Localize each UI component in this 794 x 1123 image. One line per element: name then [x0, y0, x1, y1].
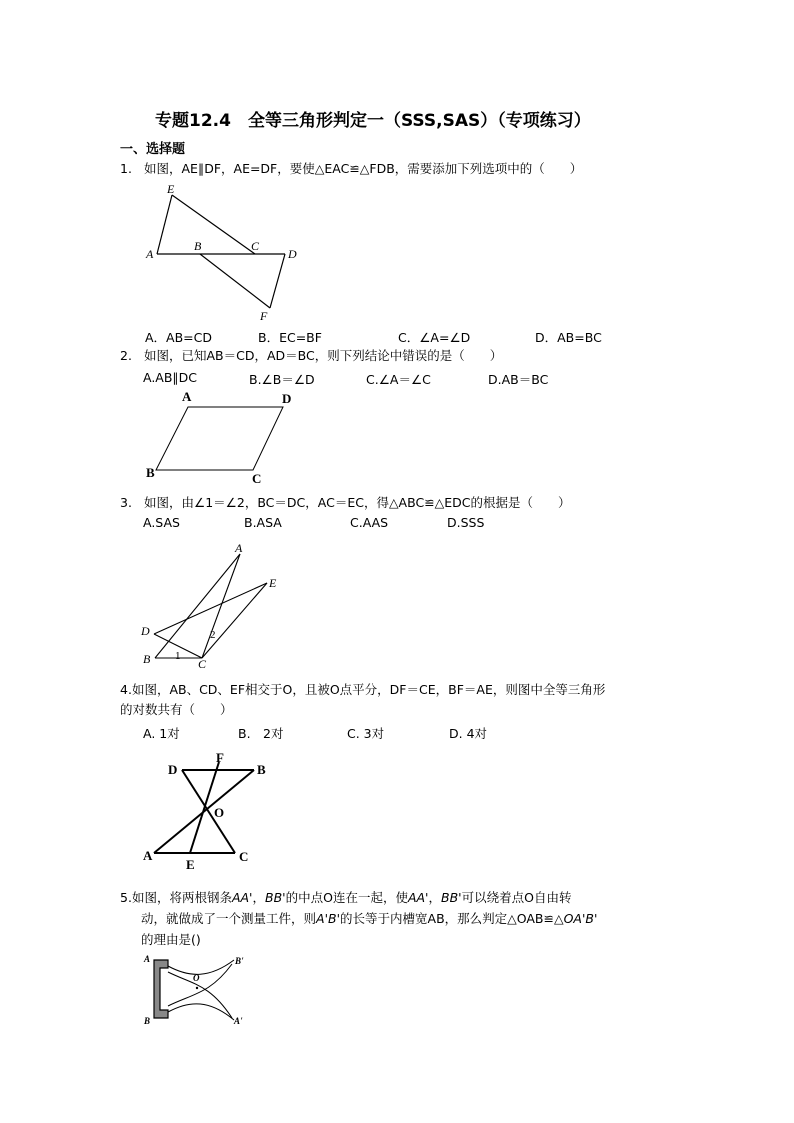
parallelogram-abcd — [156, 407, 283, 470]
label-a-prime: A' — [234, 1016, 243, 1026]
section-heading: 一、选择题 — [120, 142, 186, 157]
question-number: 1. — [120, 161, 132, 176]
segment-ac — [202, 554, 240, 658]
q3-option-b[interactable]: B.ASA — [244, 515, 282, 530]
question-number: 2. — [120, 348, 132, 363]
label-b: B — [194, 239, 202, 253]
question-text-part: 如图，将两根钢条 — [131, 890, 232, 905]
question-1 — [120, 160, 582, 178]
math-oa-prime-b-prime: OA'B' — [563, 911, 598, 926]
q2-figure — [140, 385, 310, 490]
q1-option-d[interactable]: D．AB=BC — [535, 330, 602, 345]
segment-ec — [202, 583, 267, 658]
label-a: A — [182, 389, 192, 404]
question-number: 4. — [120, 682, 132, 697]
label-e: E — [269, 576, 277, 590]
q2-option-d[interactable]: D.AB＝BC — [488, 372, 549, 387]
label-e: E — [186, 857, 195, 872]
segment-bf — [200, 254, 270, 308]
segment-ab — [155, 554, 240, 658]
math-aa-prime: AA' — [407, 890, 429, 905]
q3-option-c[interactable]: C.AAS — [350, 515, 389, 530]
label-d: D — [141, 624, 150, 638]
label-b: B — [146, 465, 155, 480]
q4-option-d[interactable]: D. 4对 — [449, 726, 488, 741]
label-f: F — [260, 309, 268, 323]
question-text: 如图，AB、CD、EF相交于O，且被O点平分，DF＝CE，BF＝AE，则图中全等三角形 — [131, 682, 606, 697]
question-4 — [120, 681, 605, 699]
label-o: O — [214, 805, 225, 820]
label-f: F — [216, 750, 224, 765]
question-text-part: 可以绕着点O自由转 — [461, 890, 572, 905]
label-d: D — [168, 762, 178, 777]
groove-tool-body — [154, 960, 168, 1018]
question-text-part: 的中点O连在一起，使 — [285, 890, 408, 905]
question-5-line2 — [141, 910, 597, 928]
question-3 — [120, 494, 571, 512]
segment-df — [270, 254, 285, 308]
label-b: B — [144, 1016, 151, 1026]
question-text-part: 的长等于内槽宽AB，那么判定△OAB≌△ — [340, 911, 564, 926]
label-a: A — [146, 247, 154, 261]
label-d: D — [282, 391, 292, 406]
angle-label-2: 2 — [210, 629, 216, 641]
label-c: C — [198, 657, 207, 671]
question-text-part: 动，就做成了一个测量工件，则 — [141, 911, 317, 926]
q1-option-b[interactable]: B．EC=BF — [258, 330, 322, 345]
q1-option-c[interactable]: C．∠A=∠D — [398, 330, 471, 345]
math-bb-prime: BB' — [265, 890, 286, 905]
page-title: 专题12.4 全等三角形判定一（SSS,SAS）（专项练习） — [155, 111, 591, 131]
question-number: 3. — [120, 495, 132, 510]
pivot-point — [196, 987, 198, 989]
label-o: O — [193, 973, 200, 983]
q1-figure — [140, 178, 310, 323]
label-d: D — [288, 247, 297, 261]
q2-option-c[interactable]: C.∠A＝∠C — [366, 372, 431, 387]
question-4-continued: 的对数共有（ ） — [120, 702, 233, 717]
segment-ec — [172, 195, 255, 254]
q3-figure — [135, 538, 290, 673]
q2-option-b[interactable]: B.∠B＝∠D — [249, 372, 315, 387]
label-b-prime: B' — [235, 956, 244, 966]
label-c: C — [239, 849, 249, 864]
label-a: A — [143, 848, 153, 863]
math-bb-prime: BB' — [441, 890, 462, 905]
label-e: E — [167, 182, 175, 196]
q4-option-c[interactable]: C. 3对 — [347, 726, 385, 741]
q4-option-b[interactable]: B. 2对 — [238, 726, 284, 741]
label-b: B — [143, 652, 151, 666]
question-text: 如图，已知AB＝CD，AD＝BC，则下列结论中错误的是（ ） — [144, 348, 503, 363]
arm-aa-prime-upper — [168, 960, 234, 974]
label-a: A — [235, 541, 243, 555]
question-number: 5. — [120, 890, 132, 905]
arm-aa-prime — [168, 972, 232, 1018]
segment-dc — [182, 770, 235, 853]
question-text-part: ， — [428, 890, 442, 905]
question-text: 如图，AE∥DF，AE=DF，要使△EAC≌△FDB，需要添加下列选项中的（ ） — [144, 161, 583, 176]
math-aa-prime: AA' — [231, 890, 253, 905]
label-b: B — [257, 762, 266, 777]
q1-option-a[interactable]: A．AB=CD — [145, 330, 213, 345]
q4-figure — [140, 748, 285, 876]
question-text-part: ， — [252, 890, 266, 905]
angle-label-1: 1 — [175, 650, 181, 662]
question-5 — [120, 889, 571, 907]
q3-option-a[interactable]: A.SAS — [143, 515, 180, 530]
label-a: A — [144, 954, 151, 964]
question-5-line3: 的理由是() — [141, 932, 201, 947]
question-2 — [120, 347, 502, 365]
q4-option-a[interactable]: A. 1对 — [143, 726, 180, 741]
q5-figure — [140, 952, 255, 1032]
question-text: 如图，由∠1＝∠2，BC＝DC，AC＝EC，得△ABC≌△EDC的根据是（ ） — [144, 495, 571, 510]
label-c: C — [252, 471, 262, 486]
q2-option-a[interactable]: A.AB∥DC — [143, 370, 198, 385]
q3-option-d[interactable]: D.SSS — [447, 515, 485, 530]
segment-ea — [157, 195, 172, 254]
label-c: C — [251, 239, 260, 253]
math-a-prime-b-prime: A'B' — [316, 911, 341, 926]
